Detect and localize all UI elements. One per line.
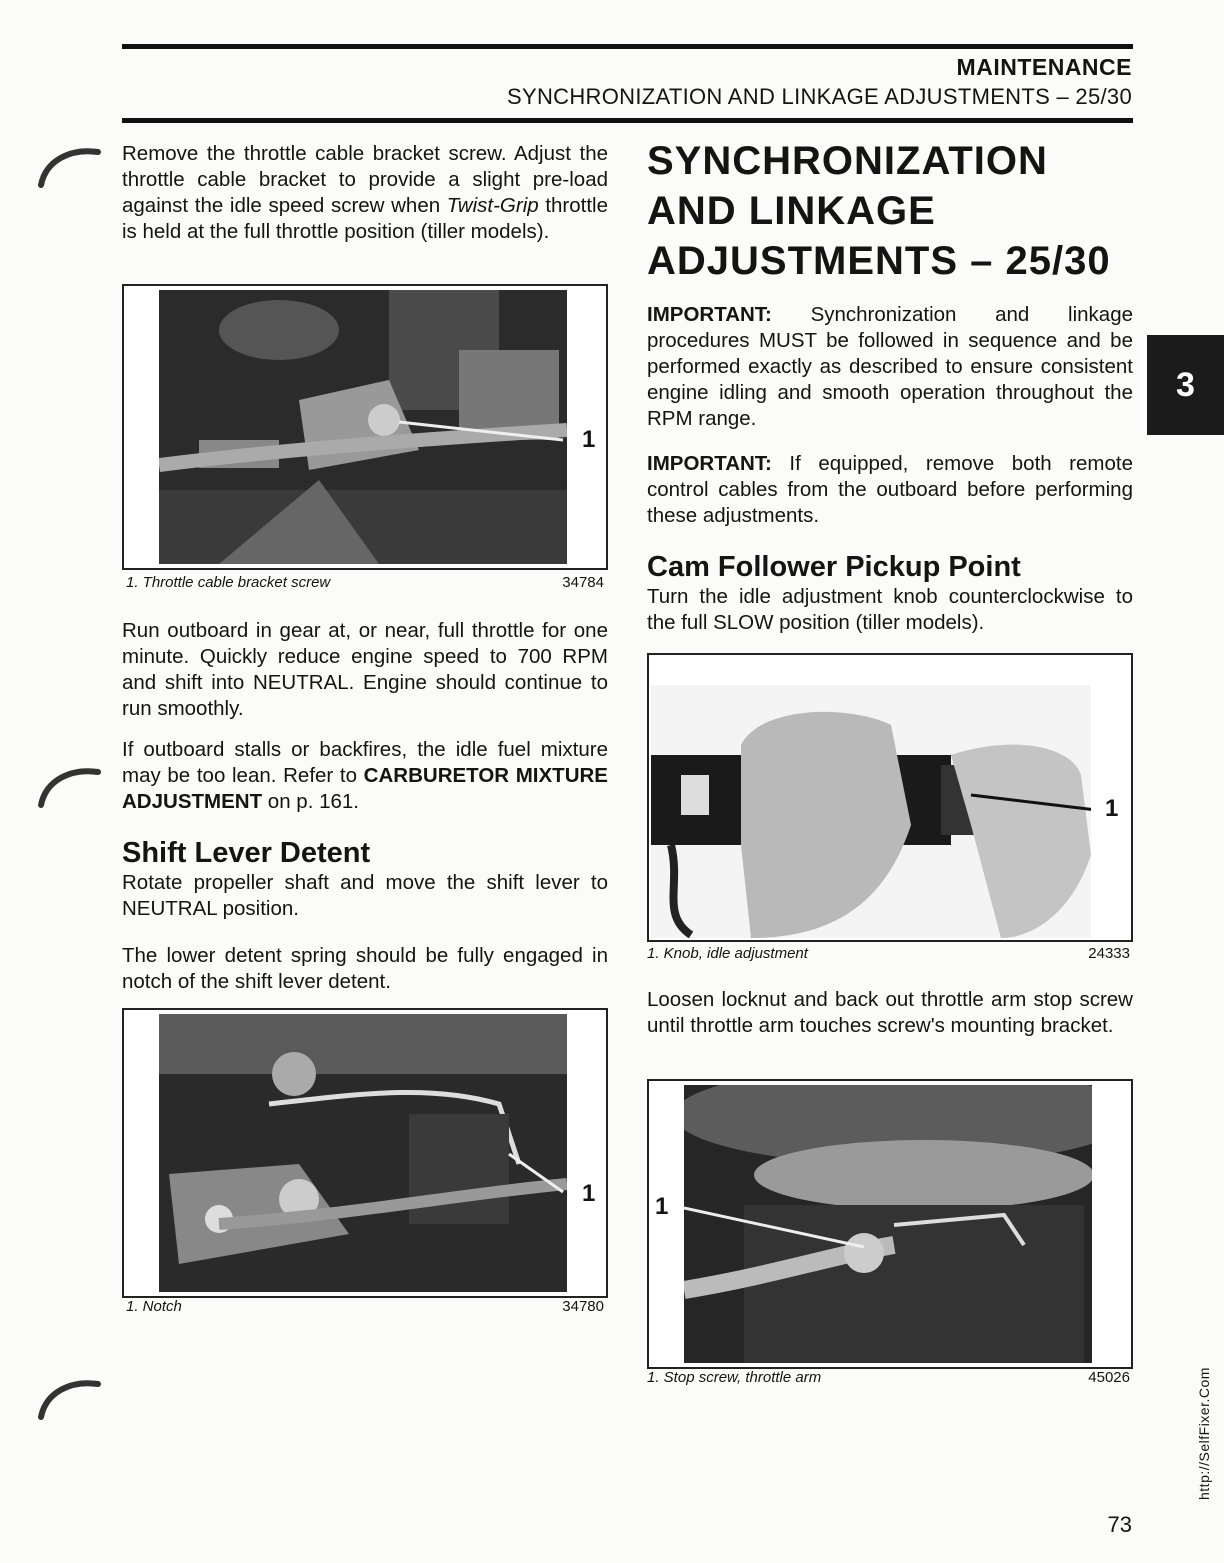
fig3-caption-label: 1. Knob, idle adjustment: [647, 945, 808, 962]
cam-paragraph: Turn the idle adjustment knob counterclockwise to the full SLOW position (tiller models).: [647, 585, 1133, 634]
fig2-caption-label: 1. Notch: [126, 1298, 182, 1315]
header-top-rule: [122, 44, 1133, 49]
intro-paragraph: [122, 141, 608, 245]
important2-label: IMPORTANT:: [647, 452, 772, 475]
fig3-caption: [647, 945, 1130, 962]
important-note-1: [647, 302, 1133, 432]
fig4-caption-label: 1. Stop screw, throttle arm: [647, 1369, 822, 1386]
photo-idle-adjustment-knob: [651, 685, 1091, 938]
fig4-caption-number: 45026: [1088, 1369, 1130, 1386]
shift-section: [122, 836, 608, 922]
important2-text: If equipped, remove both remote control cables from the outboard before performing these adjustments.: [647, 452, 1133, 527]
fig1-caption-number: 34784: [562, 574, 604, 591]
binder-hole-mark: [36, 760, 106, 820]
watermark-url: http://SelfFixer.Com: [1196, 1367, 1212, 1500]
cam-section: [647, 550, 1133, 636]
page-title: [647, 136, 1147, 286]
header-bottom-rule: [122, 118, 1133, 123]
figure-throttle-cable: [122, 284, 608, 570]
important1-label: IMPORTANT:: [647, 303, 772, 326]
fig2-caption-number: 34780: [562, 1298, 604, 1315]
shift-paragraph: Rotate propeller shaft and move the shift lever to NEUTRAL position.: [122, 871, 608, 920]
fig1-caption-label: 1. Throttle cable bracket screw: [126, 574, 331, 591]
figure-stop-screw: [647, 1079, 1133, 1369]
header-section: MAINTENANCE: [956, 54, 1132, 80]
locknut-paragraph: Loosen locknut and back out throttle arm stop screw until throttle arm touches screw's mounting bracket.: [647, 988, 1133, 1037]
shift-heading: Shift Lever Detent: [122, 837, 371, 869]
fig3-callout: 1: [1105, 795, 1119, 822]
stall-text-a: If outboard stalls or backfires, the idle fuel mixture may be too lean. Refer to: [122, 738, 608, 787]
fig4-callout: 1: [655, 1193, 669, 1220]
stall-text-b: on p. 161.: [262, 790, 359, 813]
figure-idle-knob: [647, 653, 1133, 942]
fig2-callout: 1: [582, 1180, 596, 1207]
stall-paragraph: [122, 737, 608, 815]
title-line-2: AND LINKAGE: [647, 189, 936, 233]
title-line-3: ADJUSTMENTS – 25/30: [647, 239, 1111, 283]
fig2-caption: [126, 1298, 604, 1315]
figure-notch: [122, 1008, 608, 1298]
intro-text-b: throttle is held at the full throttle position (tiller models).: [122, 194, 608, 243]
header-subsection: SYNCHRONIZATION AND LINKAGE ADJUSTMENTS – 25/30: [507, 84, 1132, 109]
run-paragraph: Run outboard in gear at, or near, full throttle for one minute. Quickly reduce engine speed to 700 RPM and shift into NEUTRAL. Engine should continue to run smoothly.: [122, 619, 608, 720]
intro-italic: Twist-Grip: [446, 194, 539, 217]
detent-paragraph: The lower detent spring should be fully engaged in notch of the shift lever detent.: [122, 944, 608, 993]
stall-reference: CARBURETOR MIXTURE ADJUSTMENT: [122, 764, 608, 813]
important1-text: Synchronization and linkage procedures MUST be followed in sequence and be performed exactly as described to ensure consistent engine idling and smooth operation throughout the RPM range.: [647, 303, 1133, 430]
title-line-1: SYNCHRONIZATION: [647, 139, 1048, 183]
fig1-callout: 1: [582, 426, 596, 453]
important-note-2: [647, 451, 1133, 529]
binder-hole-mark: [36, 1372, 106, 1432]
fig1-caption: [126, 574, 604, 591]
cam-heading: Cam Follower Pickup Point: [647, 551, 1021, 583]
binder-hole-mark: [36, 140, 106, 200]
fig4-caption: [647, 1369, 1130, 1386]
chapter-tab: 3: [1147, 335, 1224, 435]
photo-shift-lever-notch: [159, 1014, 567, 1292]
photo-throttle-cable-bracket: [159, 290, 567, 564]
page-number: 73: [1107, 1512, 1132, 1537]
fig3-caption-number: 24333: [1088, 945, 1130, 962]
photo-throttle-arm-stop-screw: [684, 1085, 1092, 1363]
intro-text-a: Remove the throttle cable bracket screw. Adjust the throttle cable bracket to provide a slight pre-load against the idle speed screw when: [122, 142, 608, 217]
